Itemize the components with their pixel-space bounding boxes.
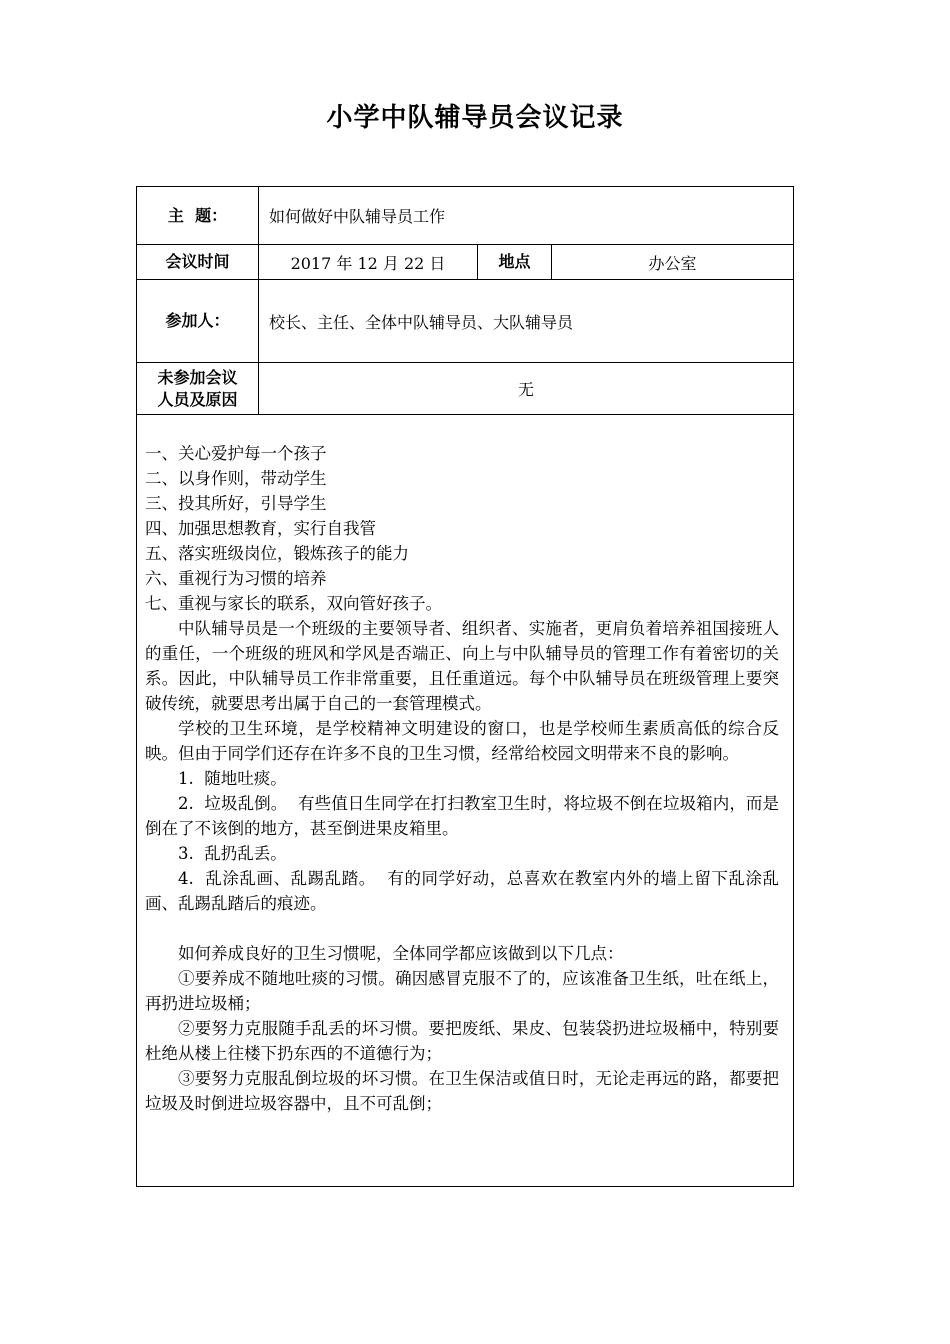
absent-row	[137, 363, 794, 415]
meeting-content	[137, 415, 794, 1187]
paragraph-counselor-role: 中队辅导员是一个班级的主要领导者、组织者、实施者，更肩负着培养祖国接班人的重任，一个班级的班风和学风是否端正、向上与中队辅导员的管理工作有着密切的关系。因此，中队辅导员工作非常重要，且任重道远。每个中队辅导员在班级管理上要突破传统，就要思考出属于自己的一套管理模式。	[145, 619, 780, 713]
topic-row	[137, 187, 794, 245]
bad-habit-2: 2. 垃圾乱倒。 有些值日生同学在打扫教室卫生时，将垃圾不倒在垃圾箱内，而是倒在了不该倒的地方，甚至倒进果皮箱里。	[145, 794, 780, 838]
good-habit-1: ①要养成不随地吐痰的习惯。确因感冒克服不了的，应该准备卫生纸，吐在纸上，再扔进垃圾桶；	[145, 969, 780, 1013]
point-5: 五、落实班级岗位，锻炼孩子的能力	[145, 544, 409, 563]
bad-habit-4: 4. 乱涂乱画、乱踢乱踏。 有的同学好动，总喜欢在教室内外的墙上留下乱涂乱画、乱踢乱踏后的痕迹。	[145, 869, 780, 913]
paragraph-good-habits-intro: 如何养成良好的卫生习惯呢，全体同学都应该做到以下几点：	[178, 944, 624, 963]
attendees-row	[137, 280, 794, 363]
topic-label: 主 题：	[137, 187, 259, 245]
point-4: 四、加强思想教育，实行自我管	[145, 519, 376, 538]
topic-value: 如何做好中队辅导员工作	[259, 187, 794, 245]
attendees-value: 校长、主任、全体中队辅导员、大队辅导员	[259, 280, 794, 363]
point-3: 三、投其所好，引导学生	[145, 494, 327, 513]
place-label: 地点	[478, 245, 552, 280]
time-label: 会议时间	[137, 245, 259, 280]
good-habit-2: ②要努力克服随手乱丢的坏习惯。要把废纸、果皮、包装袋扔进垃圾桶中，特别要杜绝从楼上往楼下扔东西的不道德行为；	[145, 1019, 780, 1063]
paragraph-hygiene-environment: 学校的卫生环境，是学校精神文明建设的窗口，也是学校师生素质高低的综合反映。但由于同学们还存在许多不良的卫生习惯，经常给校园文明带来不良的影响。	[145, 719, 780, 763]
point-2: 二、以身作则，带动学生	[145, 469, 327, 488]
point-1: 一、关心爱护每一个孩子	[145, 444, 327, 463]
good-habit-3: ③要努力克服乱倒垃圾的坏习惯。在卫生保洁或值日时，无论走再远的路，都要把垃圾及时倒进垃圾容器中，且不可乱倒；	[145, 1069, 780, 1113]
content-row	[137, 415, 794, 1187]
absent-label-line2: 人员及原因	[157, 389, 238, 409]
document-title: 小学中队辅导员会议记录	[326, 103, 624, 133]
absent-label-line1: 未参加会议	[157, 367, 238, 387]
meeting-record-table	[136, 186, 794, 1187]
bad-habit-3: 3. 乱扔乱丢。	[178, 844, 287, 863]
time-value: 2017 年 12 月 22 日	[259, 245, 478, 280]
absent-value: 无	[259, 363, 794, 415]
bad-habit-1: 1. 随地吐痰。	[178, 769, 287, 788]
time-place-row	[137, 245, 794, 280]
attendees-label: 参加人：	[137, 280, 259, 363]
point-7: 七、重视与家长的联系，双向管好孩子。	[145, 594, 442, 613]
point-6: 六、重视行为习惯的培养	[145, 569, 327, 588]
blank-line	[145, 916, 779, 941]
absent-label	[137, 363, 259, 415]
place-value: 办公室	[552, 245, 794, 280]
